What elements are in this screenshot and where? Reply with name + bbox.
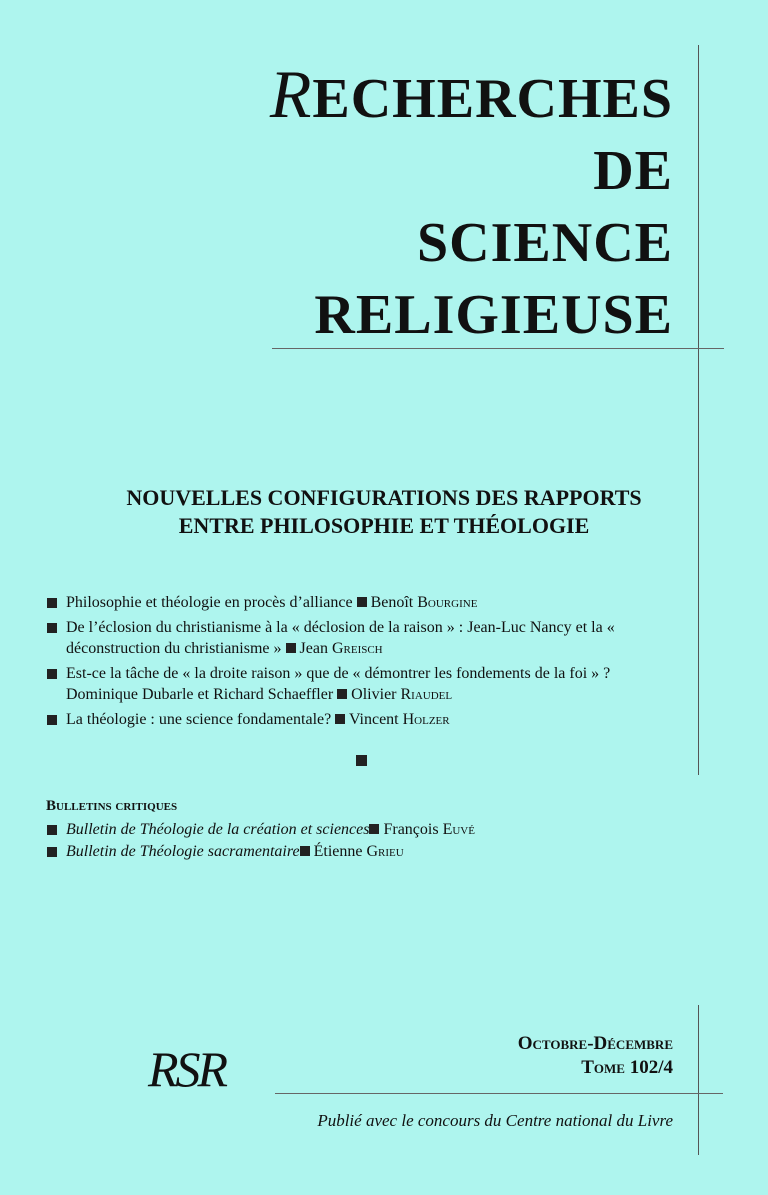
bullet-square-icon (47, 825, 57, 835)
issue-theme (0, 484, 768, 540)
publication-credit: Publié avec le concours du Centre national du Livre (317, 1111, 673, 1130)
article-author-first: Jean (299, 640, 328, 657)
title-initial: R (269, 56, 313, 132)
article-list (46, 592, 686, 734)
vertical-rule-bottom (698, 1005, 699, 1155)
bulletin-title: Bulletin de Théologie sacramentaire (66, 843, 300, 860)
separator-square-icon (300, 846, 310, 856)
article-author-last: Riaudel (400, 686, 453, 703)
bulletin-item (46, 841, 686, 863)
article-title: Philosophie et théologie en procès d’alliance (66, 594, 353, 611)
separator-square-icon (286, 643, 296, 653)
title-line-1 (270, 58, 673, 135)
bulletin-title: Bulletin de Théologie de la création et sciences (66, 821, 370, 838)
title-line-1-rest: ECHERCHES (312, 68, 673, 130)
article-item (46, 709, 686, 730)
center-square-icon (356, 755, 367, 766)
issue-info (518, 1032, 673, 1080)
article-author-first: Olivier (351, 686, 397, 703)
separator-square-icon (357, 597, 367, 607)
article-item (46, 592, 686, 613)
bullet-square-icon (47, 715, 57, 725)
title-line-3: SCIENCE (417, 212, 673, 274)
article-title: Est-ce la tâche de « la droite raison » que de « démontrer les fondements de la foi » ? Dominique Dubarle et Richard Schaeffler (66, 665, 611, 703)
title-line-2: DE (593, 140, 673, 202)
article-author-first: Vincent (348, 711, 399, 728)
bulletin-author-first: Étienne (313, 843, 363, 860)
article-title: De l’éclosion du christianisme à la « déclosion de la raison » : Jean-Luc Nancy et la « déconstruction du christianisme » (66, 619, 615, 657)
issue-tome: Tome 102/4 (581, 1057, 673, 1078)
rsr-logo: RSR (148, 1041, 226, 1097)
bulletins-section (46, 795, 686, 863)
bulletin-author-first: François (383, 821, 439, 838)
bulletins-heading: Bulletins critiques (46, 798, 178, 814)
issue-period: Octobre-Décembre (517, 1033, 673, 1054)
article-item (46, 617, 686, 659)
bulletin-item (46, 819, 686, 841)
theme-line-1: NOUVELLES CONFIGURATIONS DES RAPPORTS (126, 485, 642, 510)
article-author-last: Greisch (331, 640, 383, 657)
vertical-rule-top (698, 45, 699, 775)
separator-square-icon (369, 824, 379, 834)
bulletin-author-last: Grieu (366, 843, 404, 860)
bullet-square-icon (47, 847, 57, 857)
article-author-last: Holzer (402, 711, 450, 728)
bulletin-author-last: Euvé (442, 821, 475, 838)
separator-square-icon (337, 689, 347, 699)
article-item (46, 663, 686, 705)
article-title: La théologie : une science fondamentale? (66, 711, 332, 728)
bullet-square-icon (47, 598, 57, 608)
bullet-square-icon (47, 623, 57, 633)
article-author-first: Benoît (370, 594, 414, 611)
separator-square-icon (335, 714, 345, 724)
title-line-4: RELIGIEUSE (314, 284, 673, 346)
bullet-square-icon (47, 669, 57, 679)
theme-line-2: ENTRE PHILOSOPHIE ET THÉOLOGIE (178, 513, 590, 538)
journal-title (270, 58, 673, 351)
article-author-last: Bourgine (417, 594, 478, 611)
horizontal-rule-bottom (275, 1093, 723, 1094)
